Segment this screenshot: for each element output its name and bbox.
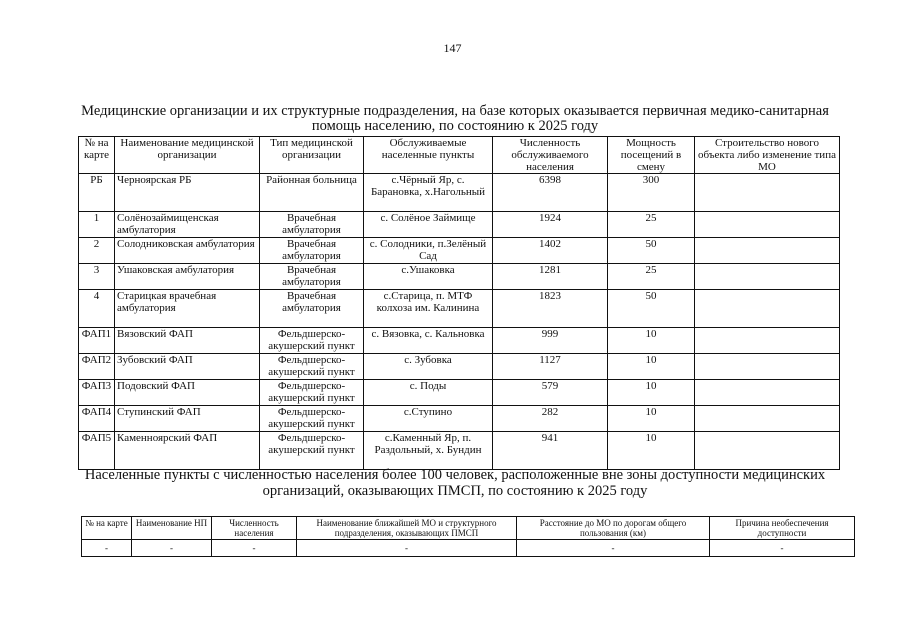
cell-name: Подовский ФАП [115, 380, 260, 406]
table-row [79, 174, 840, 212]
cell-nearest-mo: - [297, 540, 517, 557]
cell-type: Врачебная амбулатория [260, 212, 364, 238]
cell-settlements: с. Зубовка [364, 354, 493, 380]
col-header-type: Тип медицинской организации [260, 137, 364, 174]
page-number: 147 [443, 41, 462, 55]
table-row [82, 540, 855, 557]
col-header-construction: Строительство нового объекта либо изменение типа МО [695, 137, 840, 174]
cell-population: 6398 [493, 174, 608, 212]
cell-construction [695, 264, 840, 290]
table-row [79, 264, 840, 290]
cell-construction [695, 380, 840, 406]
cell-name: Солёнозаймищенская амбулатория [115, 212, 260, 238]
cell-capacity: 10 [608, 380, 695, 406]
cell-capacity: 10 [608, 432, 695, 470]
cell-num: 1 [79, 212, 115, 238]
cell-population: 1402 [493, 238, 608, 264]
cell-population: 282 [493, 406, 608, 432]
cell-num: ФАП2 [79, 354, 115, 380]
table-row [79, 432, 840, 470]
cell-type: Врачебная амбулатория [260, 238, 364, 264]
table-row [79, 380, 840, 406]
table-row [79, 328, 840, 354]
cell-population: 579 [493, 380, 608, 406]
cell-capacity: 25 [608, 264, 695, 290]
cell-population: 941 [493, 432, 608, 470]
cell-capacity: 10 [608, 354, 695, 380]
cell-settlements: с. Солодники, п.Зелёный Сад [364, 238, 493, 264]
cell-num: ФАП5 [79, 432, 115, 470]
cell-type: Фельдшерско-акушерский пункт [260, 328, 364, 354]
cell-construction [695, 174, 840, 212]
cell-num: 2 [79, 238, 115, 264]
cell-num: - [82, 540, 132, 557]
cell-settlements: с.Ушаковка [364, 264, 493, 290]
cell-construction [695, 354, 840, 380]
col-header-settlement-name: Наименование НП [132, 517, 212, 540]
col-header-distance: Расстояние до МО по дорогам общего пользования (км) [517, 517, 710, 540]
table-header-row [79, 137, 840, 174]
col-header-reason: Причина необеспечения доступности [710, 517, 855, 540]
cell-type: Фельдшерско-акушерский пункт [260, 432, 364, 470]
cell-settlements: с. Вязовка, с. Кальновка [364, 328, 493, 354]
cell-capacity: 10 [608, 328, 695, 354]
cell-type: Фельдшерско-акушерский пункт [260, 406, 364, 432]
col-header-capacity: Мощность посещений в смену [608, 137, 695, 174]
col-header-nearest-mo: Наименование ближайшей МО и структурного подразделения, оказывающих ПМСП [297, 517, 517, 540]
cell-capacity: 50 [608, 238, 695, 264]
medical-organizations-table [78, 136, 840, 470]
cell-num: 3 [79, 264, 115, 290]
cell-construction [695, 290, 840, 328]
cell-type: Районная больница [260, 174, 364, 212]
cell-settlements: с.Каменный Яр, п. Раздольный, х. Бундин [364, 432, 493, 470]
cell-name: Каменноярский ФАП [115, 432, 260, 470]
cell-name: Ступинский ФАП [115, 406, 260, 432]
cell-reason: - [710, 540, 855, 557]
cell-settlements: с.Чёрный Яр, с. Барановка, х.Нагольный [364, 174, 493, 212]
cell-name: Ушаковская амбулатория [115, 264, 260, 290]
cell-type: Фельдшерско-акушерский пункт [260, 354, 364, 380]
cell-population: 1823 [493, 290, 608, 328]
cell-construction [695, 212, 840, 238]
col-header-num: № на карте [79, 137, 115, 174]
cell-capacity: 25 [608, 212, 695, 238]
col-header-name: Наименование медицинской организации [115, 137, 260, 174]
col-header-population: Численность населения [212, 517, 297, 540]
cell-population: 1127 [493, 354, 608, 380]
cell-type: Врачебная амбулатория [260, 290, 364, 328]
table-row [79, 238, 840, 264]
table2-title: Населенные пункты с численностью населения более 100 человек, расположенные вне зоны доступности медицинских организаций, оказывающих ПМСП, по состоянию к 2025 году [84, 467, 826, 499]
table-header-row [82, 517, 855, 540]
settlements-outside-access-table [81, 516, 855, 557]
cell-construction [695, 432, 840, 470]
cell-name: Зубовский ФАП [115, 354, 260, 380]
cell-type: Врачебная амбулатория [260, 264, 364, 290]
table1-title: Медицинские организации и их структурные подразделения, на базе которых оказывается первичная медико-санитарная помощь населению, по состоянию к 2025 году [81, 103, 829, 134]
table-row [79, 290, 840, 328]
col-header-population: Численность обслуживаемого населения [493, 137, 608, 174]
cell-capacity: 300 [608, 174, 695, 212]
cell-distance: - [517, 540, 710, 557]
cell-capacity: 50 [608, 290, 695, 328]
cell-num: ФАП3 [79, 380, 115, 406]
cell-settlement-name: - [132, 540, 212, 557]
table-row [79, 406, 840, 432]
cell-num: ФАП4 [79, 406, 115, 432]
cell-construction [695, 238, 840, 264]
cell-name: Черноярская РБ [115, 174, 260, 212]
cell-population: - [212, 540, 297, 557]
table-row [79, 212, 840, 238]
cell-construction [695, 406, 840, 432]
cell-capacity: 10 [608, 406, 695, 432]
cell-population: 999 [493, 328, 608, 354]
cell-num: ФАП1 [79, 328, 115, 354]
table-row [79, 354, 840, 380]
cell-construction [695, 328, 840, 354]
cell-name: Вязовский ФАП [115, 328, 260, 354]
cell-name: Солодниковская амбулатория [115, 238, 260, 264]
cell-num: 4 [79, 290, 115, 328]
cell-num: РБ [79, 174, 115, 212]
col-header-num: № на карте [82, 517, 132, 540]
cell-population: 1924 [493, 212, 608, 238]
cell-settlements: с. Поды [364, 380, 493, 406]
cell-settlements: с. Солёное Займище [364, 212, 493, 238]
cell-name: Старицкая врачебная амбулатория [115, 290, 260, 328]
col-header-settlements: Обслуживаемые населенные пункты [364, 137, 493, 174]
cell-settlements: с.Ступино [364, 406, 493, 432]
cell-type: Фельдшерско-акушерский пункт [260, 380, 364, 406]
cell-population: 1281 [493, 264, 608, 290]
cell-settlements: с.Старица, п. МТФ колхоза им. Калинина [364, 290, 493, 328]
